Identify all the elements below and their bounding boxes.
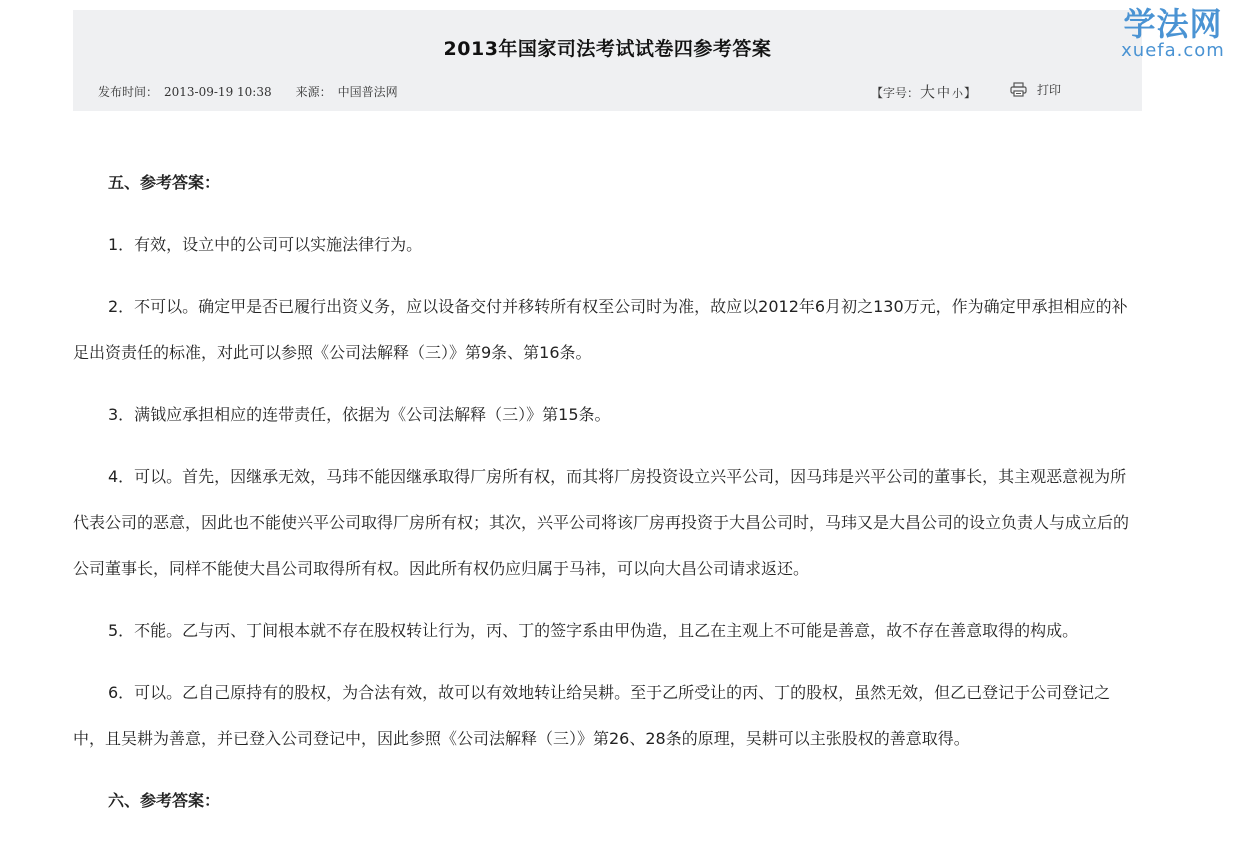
print-label: 打印 — [1037, 83, 1062, 97]
font-size-medium-link[interactable]: 中 — [937, 86, 951, 101]
font-size-large-link[interactable]: 大 — [920, 83, 936, 101]
answer-paragraph: 6．可以。乙自己原持有的股权，为合法有效，故可以有效地转让给吴耕。至于乙所受让的丙、丁的股权，虽然无效，但乙已登记于公司登记之中，且吴耕为善意，并已登入公司登记中，因此参照《公司法解释（三）》第26、28条的原理，吴耕可以主张股权的善意取得。 — [73, 683, 1111, 748]
print-button[interactable] — [1010, 81, 1061, 98]
page-title: 2013年国家司法考试试卷四参考答案 — [443, 38, 772, 60]
answer-paragraph: 2．不可以。确定甲是否已履行出资义务，应以设备交付并移转所有权至公司时为准，故应以2012年6月初之130万元，作为确定甲承担相应的补足出资责任的标准，对此可以参照《公司法解释（三）》第9条、第16条。 — [73, 297, 1128, 362]
logo-cn-text: 学法网 — [1123, 5, 1223, 43]
publish-time-label: 发布时间： — [98, 85, 159, 99]
next-section-heading: 六、参考答案： — [108, 791, 221, 810]
answer-paragraph: 4．可以。首先，因继承无效，马玮不能因继承取得厂房所有权，而其将厂房投资设立兴平公司，因马玮是兴平公司的董事长，其主观恶意视为所代表公司的恶意，因此也不能使兴平公司取得厂房所有权；其次，兴平公司将该厂房再投资于大昌公司时，马玮又是大昌公司的设立负责人与成立后的公司董事长，同样不能使大昌公司取得所有权。因此所有权仍应归属于马祎，可以向大昌公司请求返还。 — [73, 467, 1130, 578]
font-size-bracket: 】 — [964, 86, 977, 100]
answer-paragraph: 1．有效，设立中的公司可以实施法律行为。 — [108, 235, 423, 254]
font-size-selector — [871, 81, 976, 102]
site-logo[interactable] — [1113, 6, 1233, 60]
source-label: 来源： — [295, 85, 332, 99]
font-size-label: 【字号： — [871, 86, 920, 100]
section-heading: 五、参考答案： — [108, 173, 221, 192]
answer-paragraph: 5．不能。乙与丙、丁间根本就不存在股权转让行为，丙、丁的签字系由甲伪造，且乙在主观上不可能是善意，故不存在善意取得的构成。 — [108, 621, 1079, 640]
article-header — [73, 10, 1142, 111]
source-value: 中国普法网 — [337, 85, 398, 99]
font-size-small-link[interactable]: 小 — [952, 87, 964, 100]
logo-en-text: xuefa.com — [1121, 40, 1225, 61]
answer-paragraph: 3．满钺应承担相应的连带责任，依据为《公司法解释（三）》第15条。 — [108, 405, 611, 424]
article-meta — [98, 83, 404, 100]
article-body — [73, 160, 1142, 840]
publish-time: 2013-09-19 10:38 — [164, 85, 272, 99]
printer-icon — [1010, 82, 1027, 97]
